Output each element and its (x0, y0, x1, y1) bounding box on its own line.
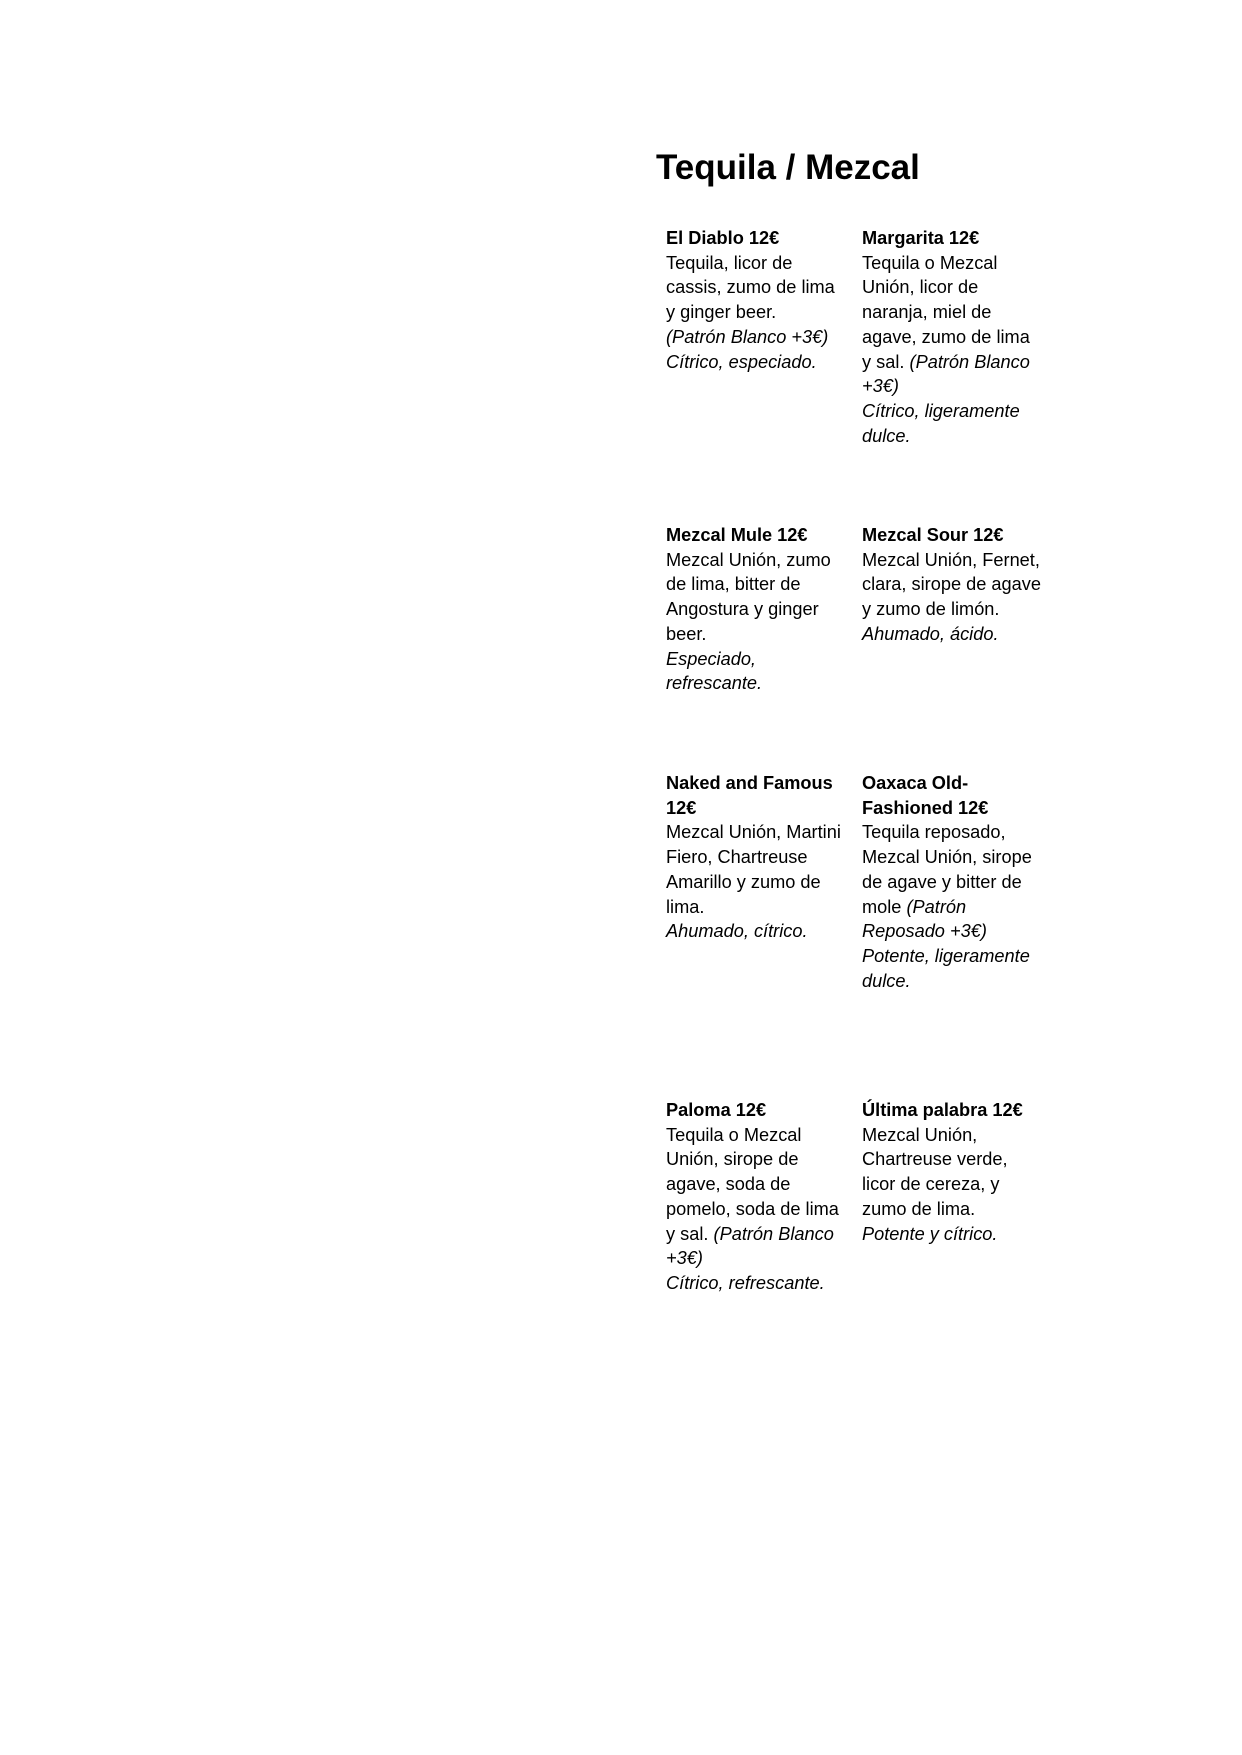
item-premium-option: (Patrón Blanco +3€) (666, 326, 829, 347)
item-name: Naked and Famous 12€ (666, 773, 833, 818)
item-description: Mezcal Unión, zumo de lima, bitter de Angostura y ginger beer. (666, 549, 831, 644)
item-name: Última palabra 12€ (862, 1100, 1023, 1120)
item-premium-option: (Patrón Blanco +3€) (862, 351, 1030, 397)
page-title: Tequila / Mezcal (656, 148, 920, 187)
item-tasting-notes: Cítrico, refrescante. (666, 1272, 825, 1293)
item-tasting-notes: Potente y cítrico. (862, 1223, 998, 1244)
menu-item-mezcal-mule (666, 523, 844, 696)
menu-item-paloma (666, 1098, 844, 1296)
item-name: El Diablo 12€ (666, 228, 780, 248)
item-description: Tequila, licor de cassis, zumo de lima y ginger beer. (666, 252, 835, 323)
item-description: Tequila reposado, Mezcal Unión, sirope de agave y bitter de mole (862, 822, 1032, 917)
item-description: Mezcal Unión, Chartreuse verde, licor de cereza, y zumo de lima. (862, 1124, 1008, 1219)
item-name: Paloma 12€ (666, 1100, 767, 1120)
item-name: Margarita 12€ (862, 228, 980, 248)
item-description: Tequila o Mezcal Unión, licor de naranja, miel de agave, zumo de lima y sal. (862, 252, 1030, 372)
menu-item-margarita (862, 226, 1042, 448)
menu-item-mezcal-sour (862, 523, 1042, 647)
item-description: Mezcal Unión, Fernet, clara, sirope de agave y zumo de limón. (862, 549, 1041, 620)
item-tasting-notes: Ahumado, cítrico. (666, 921, 808, 942)
item-tasting-notes: Cítrico, especiado. (666, 351, 817, 372)
menu-item-el-diablo (666, 226, 844, 374)
menu-item-naked-and-famous (666, 771, 844, 944)
item-premium-option: (Patrón Reposado +3€) (862, 896, 987, 942)
item-name: Oaxaca Old-Fashioned 12€ (862, 773, 989, 818)
item-description: Tequila o Mezcal Unión, sirope de agave, soda de pomelo, soda de lima y sal. (666, 1124, 839, 1244)
item-tasting-notes: Potente, ligeramente dulce. (862, 945, 1030, 991)
item-premium-option: (Patrón Blanco +3€) (666, 1223, 834, 1269)
menu-item-oaxaca-old-fashioned (862, 771, 1042, 993)
item-tasting-notes: Especiado, refrescante. (666, 648, 763, 694)
item-name: Mezcal Mule 12€ (666, 525, 808, 545)
menu-item-ultima-palabra (862, 1098, 1042, 1246)
item-tasting-notes: Ahumado, ácido. (862, 623, 999, 644)
item-tasting-notes: Cítrico, ligeramente dulce. (862, 400, 1020, 446)
item-description: Mezcal Unión, Martini Fiero, Chartreuse Amarillo y zumo de lima. (666, 822, 841, 917)
item-name: Mezcal Sour 12€ (862, 525, 1004, 545)
